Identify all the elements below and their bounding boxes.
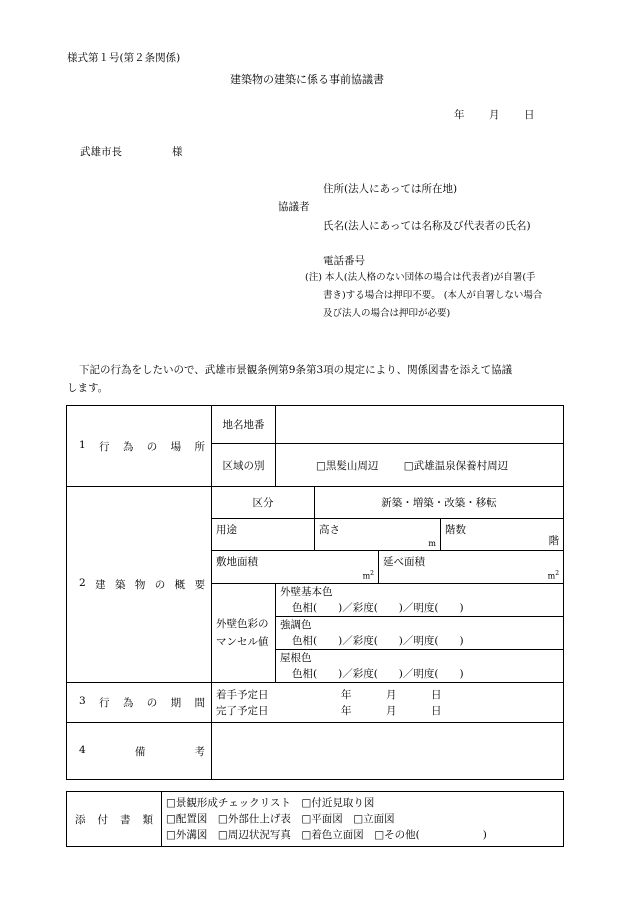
- takeo-onsen-checkbox[interactable]: □武雄温泉保養村周辺: [403, 459, 509, 472]
- floor-area-field[interactable]: 延べ面積 $m^2$: [379, 551, 564, 584]
- lot-number-field[interactable]: [276, 406, 564, 444]
- building-outline-row: [67, 487, 564, 519]
- building-outline-heading: 2 建 築 物 の 概 要: [67, 487, 212, 683]
- attachments-line2[interactable]: □配置図 □外部仕上げ表 □平面図 □立面図: [166, 813, 395, 825]
- date-year: 年: [454, 109, 465, 121]
- date-month: 月: [489, 109, 500, 121]
- floor-area-unit: $m^2$: [547, 570, 560, 581]
- form-number: 様式第１号(第２条関係): [67, 52, 181, 64]
- munsell-label: 外壁色彩の マンセル値: [212, 584, 276, 683]
- applicant-address-label: 住所(法人にあっては所在地): [323, 183, 458, 195]
- floors-field[interactable]: 階数 階: [441, 519, 564, 551]
- use-field[interactable]: 用途: [212, 519, 315, 551]
- applicant-label: 協議者: [278, 201, 310, 213]
- attachments-table: [66, 791, 564, 847]
- seal-note-line2: 書き)する場合は押印不要。 (本人が自署しない場合: [323, 290, 543, 301]
- location-heading: 1 行 為 の 場 所: [67, 406, 212, 487]
- period-field[interactable]: 着手予定日 年 月 日 完了予定日 年 月 日: [212, 683, 564, 723]
- end-date-label: 完了予定日: [216, 704, 269, 717]
- start-date-label: 着手予定日: [216, 688, 269, 701]
- lot-number-label: 地名地番: [212, 406, 276, 444]
- floors-unit: 階: [548, 535, 560, 547]
- remarks-row: [67, 723, 564, 780]
- site-area-field[interactable]: 敷地面積 $m^2$: [212, 551, 379, 584]
- location-row: [67, 406, 564, 444]
- roof-color-field[interactable]: 屋根色 色相( )／彩度( )／明度( ): [276, 650, 564, 683]
- wall-base-color-field[interactable]: 外壁基本色 色相( )／彩度( )／明度( ): [276, 584, 564, 617]
- applicant-phone-label: 電話番号: [323, 255, 365, 267]
- addressee: 武雄市長: [80, 146, 122, 158]
- seal-note-line1: (注) 本人(法人格のない団体の場合は代表者)が自署(手: [305, 272, 536, 283]
- attachments-line1[interactable]: □景観形成チェックリスト □付近見取り図: [166, 797, 375, 809]
- addressee-honorific: 様: [172, 146, 183, 158]
- accent-color-field[interactable]: 強調色 色相( )／彩度( )／明度( ): [276, 617, 564, 650]
- application-table: [66, 405, 564, 780]
- remarks-heading: 4 備 考: [67, 723, 212, 780]
- period-heading: 3 行 為 の 期 間: [67, 683, 212, 723]
- document-title: 建築物の建築に係る事前協議書: [230, 73, 384, 86]
- site-area-unit: $m^2$: [362, 570, 374, 581]
- applicant-name-label: 氏名(法人にあっては名称及び代表者の氏名): [323, 220, 531, 232]
- attachments-heading: 添 付 書 類: [67, 792, 162, 847]
- kubun-options[interactable]: 新築・増築・改築・移転: [315, 487, 564, 519]
- height-unit: m: [428, 539, 436, 548]
- kubun-label: 区分: [212, 487, 315, 519]
- period-row: [67, 683, 564, 723]
- area-type-field[interactable]: [276, 444, 564, 487]
- remarks-field[interactable]: [212, 723, 564, 780]
- seal-note-line3: 及び法人の場合は押印が必要): [323, 308, 451, 319]
- statement-line2: します。: [67, 382, 109, 394]
- height-field[interactable]: 高さ m: [315, 519, 441, 551]
- attachments-line3[interactable]: □外溝図 □周辺状況写真 □着色立面図 □その他( ): [166, 829, 487, 841]
- statement-line1: 下記の行為をしたいので、武雄市景観条例第9条第3項の規定により、関係図書を添えて協議: [79, 364, 513, 376]
- area-type-label: 区域の別: [212, 444, 276, 487]
- attachments-checklist[interactable]: [162, 792, 564, 847]
- date-day: 日: [524, 109, 535, 121]
- kurokamiyama-checkbox[interactable]: □黒髪山周辺: [316, 459, 379, 472]
